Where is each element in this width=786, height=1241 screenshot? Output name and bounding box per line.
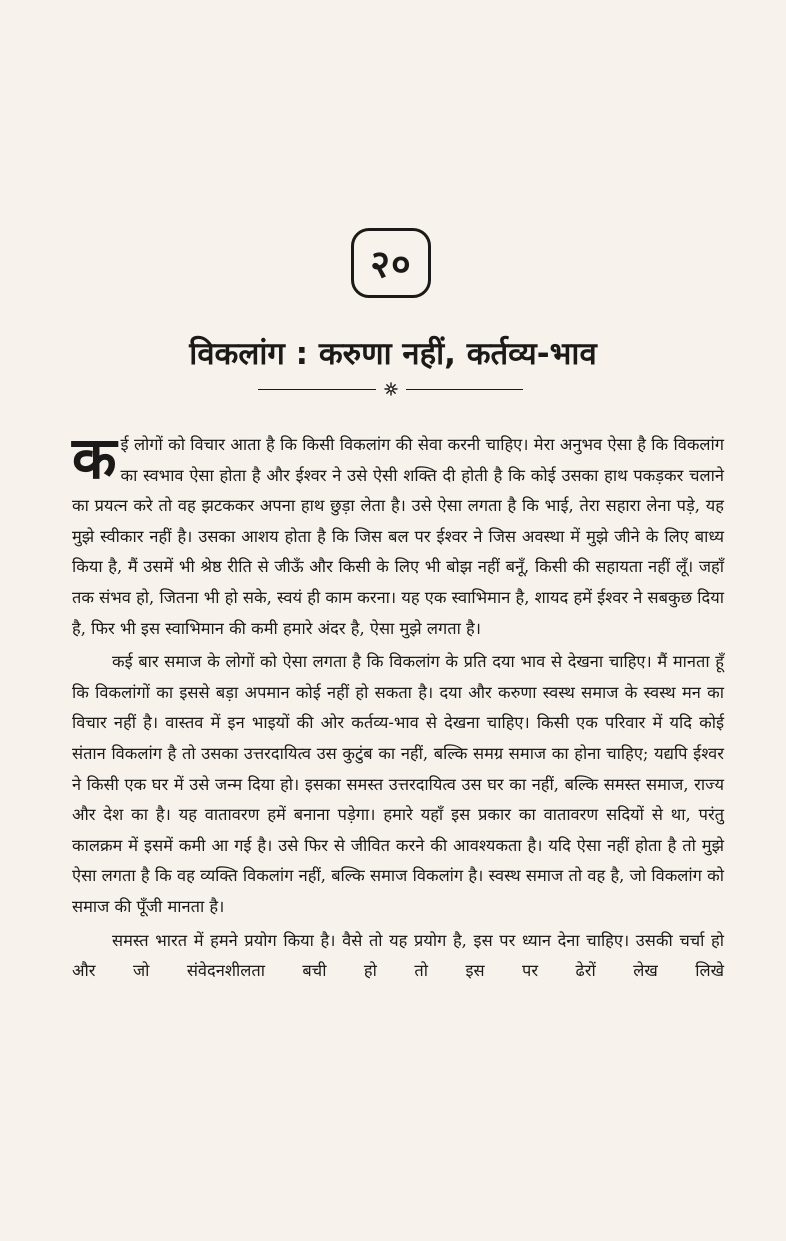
chapter-number: २० — [370, 242, 412, 286]
divider-rule-left — [258, 389, 376, 390]
divider-rule-right — [406, 389, 524, 390]
chapter-body — [72, 424, 724, 987]
title-divider — [258, 382, 523, 396]
paragraph-1-text: ई लोगों को विचार आता है कि किसी विकलांग की सेवा करनी चाहिए। मेरा अनुभव ऐसा है कि विकलांग का स्वभाव ऐसा होता है और ईश्वर ने उसे ऐसी शक्ति दी होती है कि कोई उसका हाथ पकड़कर चलाने का प्रयत्न करे तो वह झटककर अपना हाथ छुड़ा लेता है। उसे ऐसा लगता है कि भाई, तेरा सहारा लेना पड़े, यह मुझे स्वीकार नहीं है। उसका आशय होता है कि जिस बल पर ईश्वर ने जिस अवस्था में मुझे जीने के लिए बाध्य किया है, मैं उसमें भी श्रेष्ठ रीति से जीऊँ और किसी के लिए भी बोझ नहीं बनूँ, किसी की सहायता नहीं लूँ। जहाँ तक संभव हो, जितना भी हो सके, स्वयं ही काम करना। यह एक स्वाभिमान है, शायद हमें ईश्वर ने सबकुछ दिया है, फिर भी इस स्वाभिमान की कमी हमारे अंदर है, ऐसा मुझे लगता है। — [72, 435, 724, 638]
paragraph-2: कई बार समाज के लोगों को ऐसा लगता है कि विकलांग के प्रति दया भाव से देखना चाहिए। मैं मानता हूँ कि विकलांगों का इससे बड़ा अपमान कोई नहीं हो सकता है। दया और करुणा स्वस्थ समाज के स्वस्थ मन का विचार नहीं है। वास्तव में इन भाइयों की ओर कर्तव्य-भाव से देखना चाहिए। किसी एक परिवार में यदि कोई संतान विकलांग है तो उसका उत्तरदायित्व उस कुटुंब का नहीं, बल्कि समग्र समाज का होना चाहिए; यद्यपि ईश्वर ने किसी एक घर में उसे जन्म दिया हो। इसका समस्त उत्तरदायित्व उस घर का नहीं, बल्कि समस्त समाज, राज्य और देश का है। यह वातावरण हमें बनाना पड़ेगा। हमारे यहाँ इस प्रकार का वातावरण सदियों से था, परंतु कालक्रम में इसमें कमी आ गई है। उसे फिर से जीवित करने की आवश्यकता है। यदि ऐसा नहीं होता है तो मुझे ऐसा लगता है कि वह व्यक्ति विकलांग नहीं, बल्कि समाज विकलांग है। स्वस्थ समाज तो वह है, जो विकलांग को समाज की पूँजी मानता है। — [72, 652, 724, 916]
ornament-icon — [384, 382, 398, 396]
chapter-title: विकलांग : करुणा नहीं, कर्तव्य-भाव — [189, 336, 597, 372]
paragraph-3: समस्त भारत में हमने प्रयोग किया है। वैसे तो यह प्रयोग है, इस पर ध्यान देना चाहिए। उसकी चर्चा हो और जो संवेदनशीलता बची हो तो इस पर ढेरों लेख लिखे — [72, 930, 724, 981]
chapter-number-badge — [351, 228, 431, 298]
drop-cap: क — [72, 424, 117, 492]
paragraph-1 — [72, 424, 724, 644]
